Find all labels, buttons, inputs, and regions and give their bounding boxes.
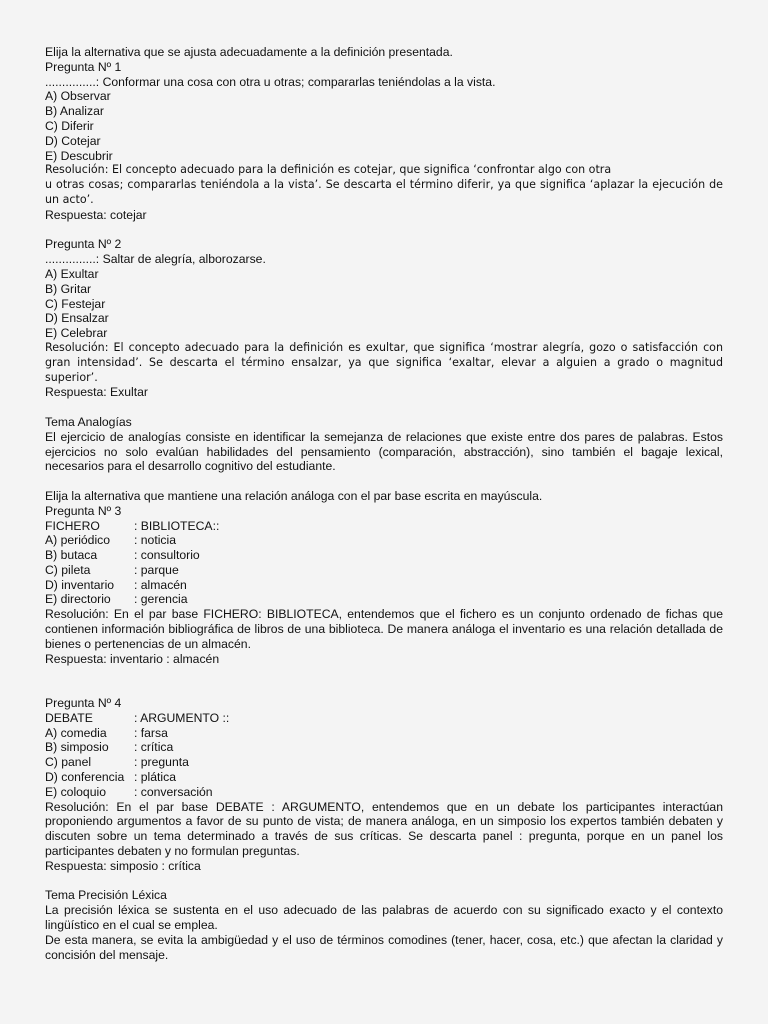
question-1 (45, 60, 723, 223)
option-right: : plática (134, 770, 177, 785)
question-4 (45, 696, 723, 874)
section-title: Tema Precisión Léxica (45, 888, 167, 903)
base-pair (45, 519, 723, 534)
document-body (45, 45, 723, 962)
base-pair (45, 711, 723, 726)
option-right: : farsa (134, 725, 168, 740)
option: B) Analizar (45, 104, 104, 119)
option-right: : pregunta (134, 755, 189, 770)
option-left: E) coloquio (45, 784, 106, 799)
option (45, 726, 723, 741)
option: C) Festejar (45, 296, 106, 311)
question-title: Pregunta Nº 2 (45, 237, 122, 252)
option-right: : conversación (134, 784, 213, 799)
answer-text: Respuesta: cotejar (45, 207, 147, 222)
option: C) Diferir (45, 118, 94, 133)
option: A) Exultar (45, 266, 99, 281)
intro-instruction: Elija la alternativa que se ajusta adecuadamente a la definición presentada. (45, 45, 453, 59)
resolution-text: Resolución: En el par base DEBATE : ARGUMENTO, entendemos que en un debate los participantes interactúan proponiendo argumentos a favor de su punto de vista; de manera análoga, en un simposio los expertos también debaten y discuten sobre un tema determinado a través de sus críticas. Se descarta panel : pregunta, porque en un panel los participantes debaten y no formulan preguntas. (45, 799, 723, 859)
option (45, 563, 723, 578)
resolution-text: Resolución: El concepto adecuado para la definición es cotejar, que significa ‘confrontar algo con otra (45, 163, 612, 177)
option-left: B) simposio (45, 740, 109, 755)
option (45, 785, 723, 800)
option-left: C) pileta (45, 562, 91, 577)
option: D) Cotejar (45, 133, 101, 148)
option-right: : consultorio (134, 548, 200, 563)
section-precision-lexica (45, 888, 723, 962)
option: B) Gritar (45, 281, 92, 296)
resolution-text: u otras cosas; compararlas teniéndola a la vista’. Se descarta el término diferir, ya que significa ‘aplazar la ejecución de un acto’. (45, 178, 723, 206)
option (45, 770, 723, 785)
intro-instruction: Elija la alternativa que mantiene una relación análoga con el par base escrita en mayúscula. (45, 488, 543, 503)
option: E) Celebrar (45, 326, 108, 341)
question-title: Pregunta Nº 4 (45, 696, 122, 711)
section-body: El ejercicio de analogías consiste en identificar la semejanza de relaciones que existe entre dos pares de palabras. Estos ejercicios no solo evalúan habilidades del pensamiento (comparación, abstracción), sino también el bagaje lexical, necesarios para el desarrollo cognitivo del estudiante. (45, 429, 723, 474)
answer-text: Respuesta: Exultar (45, 385, 148, 400)
question-title: Pregunta Nº 3 (45, 503, 122, 518)
option-left: D) inventario (45, 577, 115, 592)
option-left: A) periódico (45, 533, 111, 548)
option-left: E) directorio (45, 592, 111, 607)
option (45, 578, 723, 593)
option: D) Ensalzar (45, 311, 109, 326)
option-left: D) conferencia (45, 770, 125, 785)
question-title: Pregunta Nº 1 (45, 59, 122, 74)
option (45, 548, 723, 563)
option-left: B) butaca (45, 548, 98, 563)
question-2 (45, 237, 723, 400)
option: A) Observar (45, 89, 111, 104)
option (45, 592, 723, 607)
question-prompt: ...............: Conformar una cosa con otra u otras; compararlas teniéndolas a la vista. (45, 74, 496, 89)
option (45, 533, 723, 548)
option-right: : almacén (134, 577, 187, 592)
base-left: FICHERO (45, 518, 100, 533)
resolution-text: Resolución: En el par base FICHERO: BIBLIOTECA, entendemos que el fichero es un conjunto ordenado de fichas que contienen información bibliográfica de libros de una biblioteca. De manera análoga el inventario es una relación detallada de bienes o pertenencias de un almacén. (45, 607, 723, 651)
option-left: C) panel (45, 755, 92, 770)
option (45, 740, 723, 755)
question-prompt: ...............: Saltar de alegría, alborozarse. (45, 252, 266, 267)
option-right: : noticia (134, 533, 177, 548)
section-title: Tema Analogías (45, 414, 132, 429)
base-right: : ARGUMENTO :: (134, 710, 230, 725)
option-right: : crítica (134, 740, 174, 755)
section-body: La precisión léxica se sustenta en el uso adecuado de las palabras de acuerdo con su significado exacto y el contexto lingüístico en el cual se emplea. (45, 903, 723, 933)
option (45, 755, 723, 770)
question-3 (45, 504, 723, 667)
option-left: A) comedia (45, 725, 107, 740)
resolution-text: Resolución: El concepto adecuado para la definición es exultar, que significa ‘mostrar alegría, gozo o satisfacción con gran intensidad’. Se descarta el término ensalzar, ya que significa ‘exaltar, elevar a alguien a grado o magnitud superior’. (45, 340, 723, 384)
option: E) Descubrir (45, 148, 113, 163)
answer-text: Respuesta: simposio : crítica (45, 858, 201, 873)
answer-text: Respuesta: inventario : almacén (45, 651, 220, 666)
base-left: DEBATE (45, 710, 93, 725)
section-analogias (45, 415, 723, 474)
section-body: De esta manera, se evita la ambigüedad y el uso de términos comodines (tener, hacer, cosa, etc.) que afectan la claridad y concisión del mensaje. (45, 932, 723, 962)
base-right: : BIBLIOTECA:: (134, 518, 220, 533)
option-right: : gerencia (134, 592, 188, 607)
option-right: : parque (134, 562, 179, 577)
